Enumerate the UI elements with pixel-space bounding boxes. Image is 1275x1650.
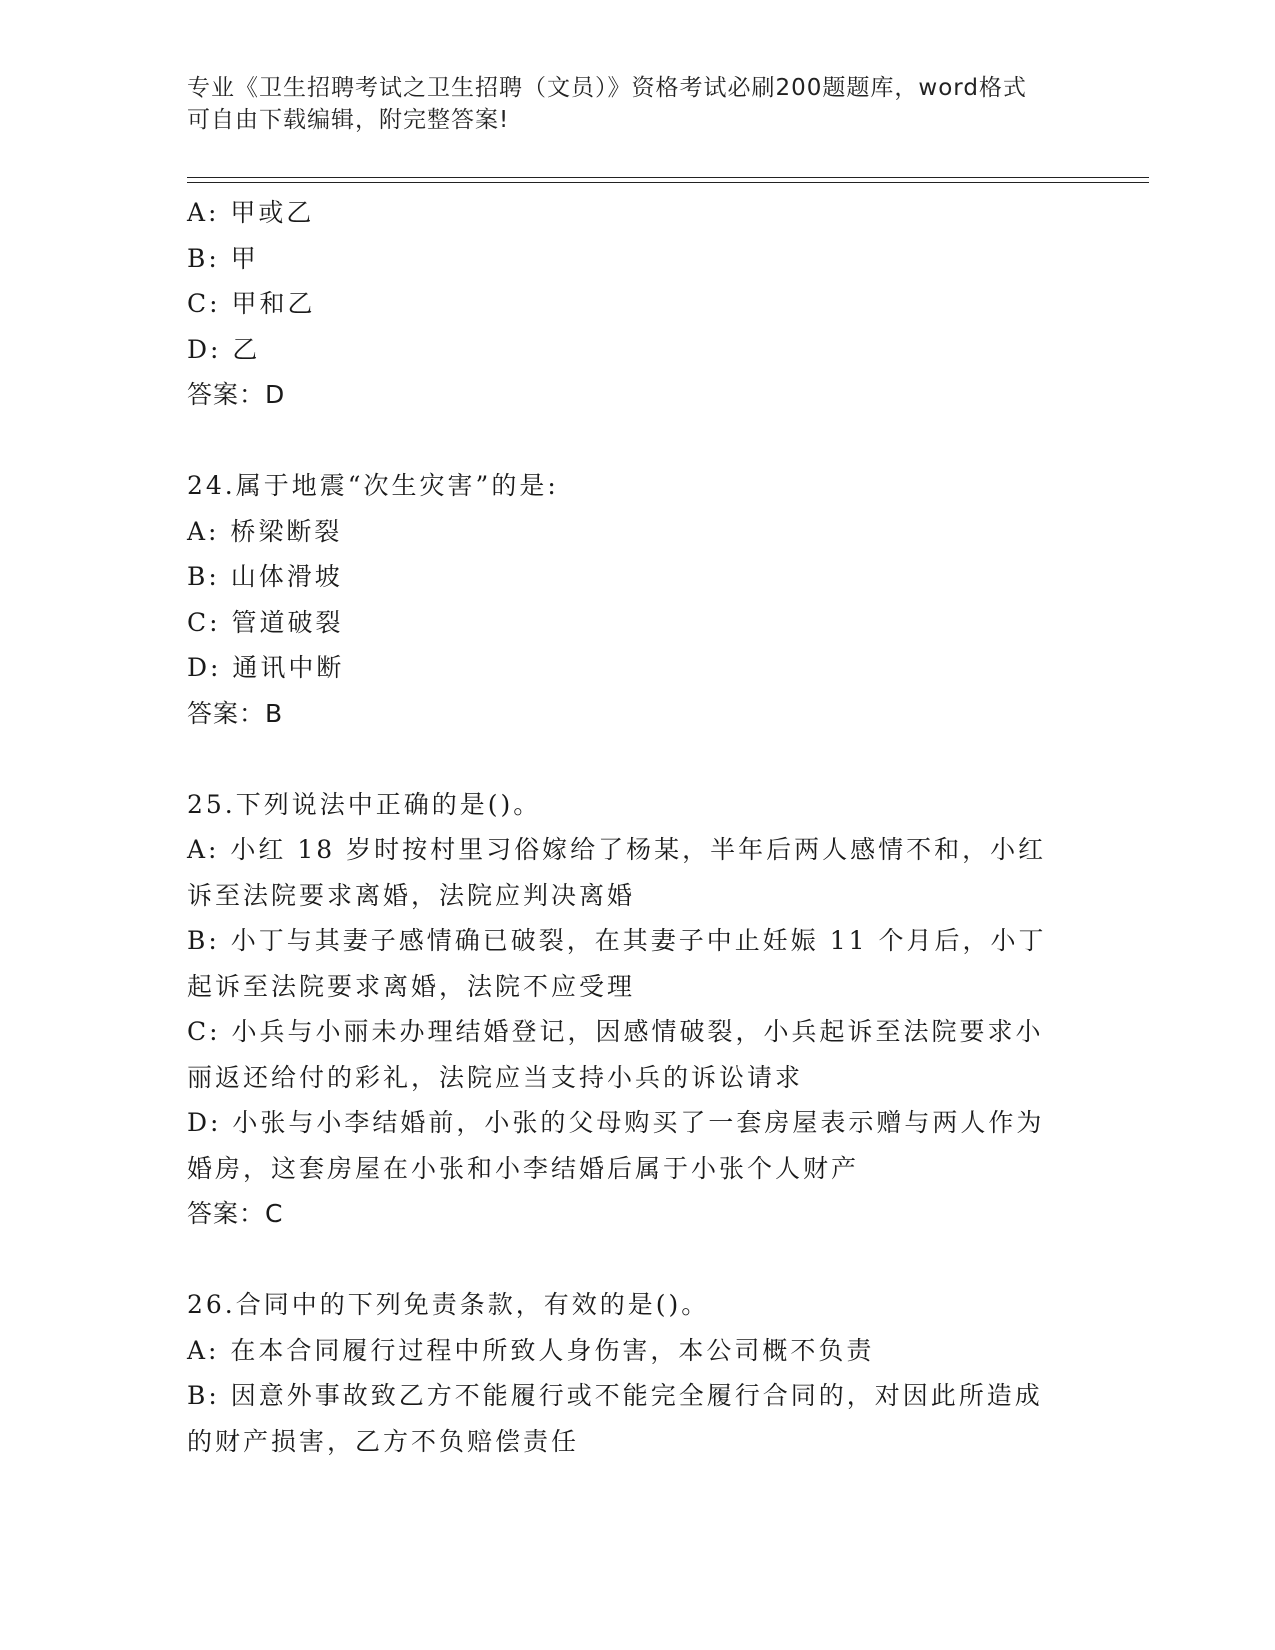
question-text: 26.合同中的下列免责条款，有效的是()。: [187, 1290, 710, 1319]
header-rule-bottom: [187, 182, 1149, 183]
option-d: D: 乙: [187, 334, 261, 364]
header-rule-top: [187, 177, 1149, 178]
option-d-line-1: D: 小张与小李结婚前，小张的父母购买了一套房屋表示赠与两人作为: [187, 1108, 1045, 1137]
question-block-25: [187, 782, 1087, 1237]
answer-line: 答案：D: [187, 380, 286, 409]
spacer: [187, 736, 1087, 782]
document-body: [187, 190, 1087, 1464]
option-a: A: 在本合同履行过程中所致人身伤害，本公司概不负责: [187, 1335, 875, 1365]
option-c-line-1: C: 小兵与小丽未办理结婚登记，因感情破裂，小兵起诉至法院要求小: [187, 1017, 1044, 1046]
option-b: B: 山体滑坡: [187, 562, 343, 591]
option-b-line-1: B: 因意外事故致乙方不能履行或不能完全履行合同的，对因此所造成: [187, 1381, 1043, 1410]
question-block-prev: [187, 190, 1087, 418]
option-c-line-2: 丽返还给付的彩礼，法院应当支持小兵的诉讼请求: [187, 1062, 804, 1092]
option-a-line-1: A: 小红 18 岁时按村里习俗嫁给了杨某，半年后两人感情不和，小红: [187, 835, 1047, 864]
option-b: B: 甲: [187, 243, 259, 273]
option-a-line-2: 诉至法院要求离婚，法院应判决离婚: [187, 880, 636, 910]
question-text: 25.下列说法中正确的是()。: [187, 789, 542, 819]
header-line-1: 专业《卫生招聘考试之卫生招聘（文员）》资格考试必刷200题题库，word格式: [187, 75, 1027, 101]
option-b-line-1: B: 小丁与其妻子感情确已破裂，在其妻子中止妊娠 11 个月后，小丁: [187, 926, 1047, 955]
option-a: A: 甲或乙: [187, 198, 315, 227]
document-header: [187, 72, 1067, 136]
answer-line: 答案：C: [187, 1199, 284, 1228]
answer-line: 答案：B: [187, 698, 284, 728]
option-b-line-2: 的财产损害，乙方不负赔偿责任: [187, 1426, 580, 1456]
question-text: 24.属于地震“次生灾害”的是:: [187, 471, 559, 500]
option-c: C: 甲和乙: [187, 289, 316, 318]
spacer: [187, 1237, 1087, 1283]
header-line-2: 可自由下载编辑，附完整答案!: [187, 107, 510, 133]
spacer: [187, 418, 1087, 464]
option-b-line-2: 起诉至法院要求离婚，法院不应受理: [187, 971, 636, 1001]
question-block-26: [187, 1282, 1087, 1464]
option-c: C: 管道破裂: [187, 607, 344, 637]
option-d: D: 通讯中断: [187, 653, 345, 682]
option-a: A: 桥梁断裂: [187, 516, 343, 546]
question-block-24: [187, 463, 1087, 736]
option-d-line-2: 婚房，这套房屋在小张和小李结婚后属于小张个人财产: [187, 1153, 860, 1183]
